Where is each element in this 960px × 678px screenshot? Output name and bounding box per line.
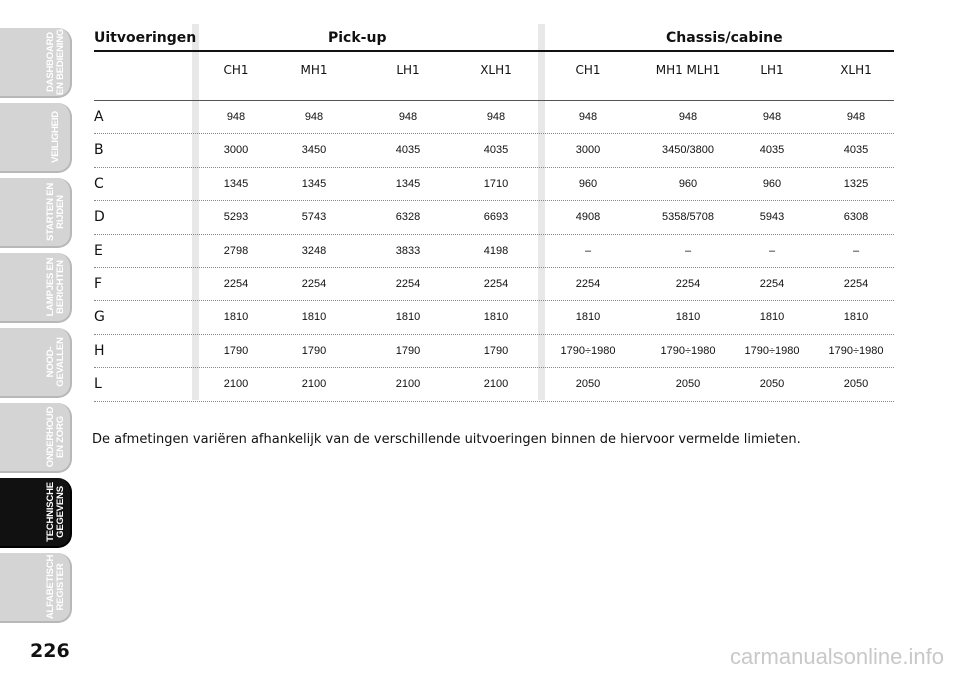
table-cell: 3000 [223,144,249,157]
column-header: MH1 MLH1 [655,63,721,77]
table-cell: 2100 [395,378,421,391]
table-cell: 4908 [575,211,601,224]
row-label: L [94,376,102,393]
table-cell: 948 [398,111,418,123]
column-header: XLH1 [480,63,512,77]
group-header-chassis: Chassis/cabine [666,30,783,46]
tab-section[interactable] [0,103,72,173]
table-cell: 2254 [223,277,249,290]
table-cell: 1790÷1980 [744,344,800,357]
table-cell: 2050 [675,378,701,391]
tab-label: DASHBOARD EN BEDIENING [45,28,66,96]
table-cell: 1810 [483,311,509,324]
page-number: 226 [30,640,70,662]
table-cell: 2254 [675,277,701,290]
tab-label: NOOD-GEVALLEN [45,337,66,387]
table-cell: 2254 [483,277,509,290]
table-cell: 1790 [395,344,421,357]
tab-label: LAMPJES EN BERICHTEN [45,257,66,317]
table-cell: 960 [578,177,598,190]
table-cell: – [584,244,592,257]
tab-section[interactable] [0,553,72,623]
row-label: B [94,142,104,159]
table-cell: 1790÷1980 [560,344,616,357]
tab-section[interactable] [0,328,72,398]
table-cell: 1325 [843,177,869,190]
table-cell: 2100 [483,378,509,391]
table-cell: 5743 [301,211,327,224]
table-row [94,201,894,234]
column-header: MH1 [300,63,328,77]
table-row [94,134,894,167]
row-label: G [94,309,105,326]
footnote: De afmetingen variëren afhankelijk van de verschillende uitvoeringen binnen de hiervoor vermelde limieten. [92,432,801,447]
column-header: LH1 [396,63,420,77]
table-cell: 5358/5708 [662,211,714,224]
table-cell: 1790÷1980 [828,344,884,357]
group-header-pickup: Pick-up [328,30,387,46]
row-label: C [94,175,104,192]
table-group-header [94,24,894,52]
table-cell: 960 [678,177,698,190]
table-row [94,301,894,334]
table-cell: 2254 [575,277,601,290]
table-row [94,168,894,201]
table-row [94,101,894,134]
table-cell: – [684,244,692,257]
table-cell: 1810 [843,311,869,324]
table-cell: 4035 [843,144,869,157]
table-row [94,368,894,401]
table-cell: 2100 [301,378,327,391]
table-cell: 948 [578,111,598,123]
tab-label: VEILIGHEID [50,111,61,163]
table-cell: 948 [486,111,506,123]
tab-label: ONDERHOUD EN ZORG [45,406,66,468]
table-cell: 960 [762,177,782,190]
table-cell: 4198 [483,244,509,257]
row-label: A [94,109,104,125]
tab-section[interactable] [0,403,72,473]
table-cell: 1790 [483,344,509,357]
table-cell: 1810 [301,311,327,324]
table-cell: 1810 [675,311,701,324]
table-row [94,335,894,368]
table-cell: 2050 [843,378,869,391]
table-cell: 948 [304,111,324,123]
table-row [94,268,894,301]
row-label: E [94,242,103,259]
table-cell: 1810 [223,311,249,324]
tab-section[interactable] [0,253,72,323]
dimensions-table [94,24,894,402]
column-header: LH1 [760,63,784,77]
table-cell: 6308 [843,211,869,224]
tab-label: TECHNISCHE GEGEVENS [45,482,66,542]
table-cell: 4035 [759,144,785,157]
table-cell: 2050 [575,378,601,391]
row-label: F [94,275,103,292]
table-cell: 3000 [575,144,601,157]
column-header: CH1 [223,63,249,77]
table-cell: 2050 [759,378,785,391]
table-cell: 2798 [223,244,249,257]
table-cell: 2254 [759,277,785,290]
table-cell: 4035 [483,144,509,157]
column-header: CH1 [575,63,601,77]
table-cell: 5943 [759,211,785,224]
table-cell: 3450/3800 [662,144,714,157]
table-cell: 948 [226,111,246,123]
tab-section[interactable] [0,28,72,98]
table-cell: 4035 [395,144,421,157]
table-cell: – [852,244,860,257]
table-cell: 1345 [301,177,327,190]
table-cell: 1710 [483,177,509,190]
table-cell: 1345 [395,177,421,190]
tab-label: ALFABETISCH REGISTER [45,554,66,620]
table-row [94,235,894,268]
table-cell: 1810 [575,311,601,324]
table-cell: 1790 [223,344,249,357]
table-cell: 2100 [223,378,249,391]
table-cell: 1345 [223,177,249,190]
tab-section[interactable] [0,478,72,548]
table-cell: 2254 [301,277,327,290]
table-cell: 948 [678,111,698,123]
table-cell: 948 [762,111,782,123]
table-cell: 2254 [395,277,421,290]
col-header-uitvoeringen: Uitvoeringen [94,30,197,46]
table-cell: 948 [846,111,866,123]
table-body [94,101,894,402]
table-cell: 1790÷1980 [660,344,716,357]
table-cell: 3833 [395,244,421,257]
column-header: XLH1 [840,63,872,77]
row-label: H [94,342,105,359]
watermark: carmanualsonline.info [729,644,944,669]
row-label: D [94,209,105,226]
table-cell: 6328 [395,211,421,224]
table-cell: 2254 [843,277,869,290]
table-cell: 3248 [301,244,327,257]
table-cell: 1790 [301,344,327,357]
table-cell: 6693 [483,211,509,224]
table-cell: 1810 [395,311,421,324]
table-cell: 3450 [301,144,327,157]
tab-section[interactable] [0,178,72,248]
table-column-header [94,52,894,101]
tab-label: STARTEN EN RIJDEN [45,183,66,241]
table-cell: – [768,244,776,257]
table-cell: 5293 [223,211,249,224]
table-cell: 1810 [759,311,785,324]
